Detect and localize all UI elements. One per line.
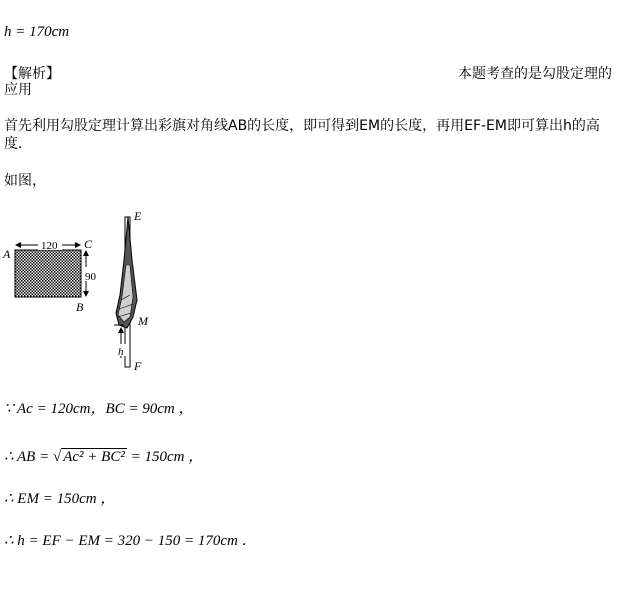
step-2-prefix: ∴ AB = (4, 449, 53, 465)
step-2: ∴ AB = √ Ac² + BC² = 150cm ， (4, 449, 204, 465)
analysis-intro-cont: 应用 (4, 82, 32, 98)
label-h: h (118, 346, 124, 358)
label-c: C (84, 237, 93, 251)
label-m: M (138, 314, 148, 328)
analysis-intro: 本题考查的是勾股定理的 (458, 66, 612, 82)
step-1: ∵ Ac = 120cm，BC = 90cm ， (4, 401, 194, 417)
flag-rectangle (15, 250, 81, 297)
method-line-2: 度． (4, 136, 32, 152)
result-line: h = 170cm (4, 24, 70, 40)
height-label: 90 (85, 271, 96, 283)
width-label: 120 (41, 240, 58, 252)
label-a: A (3, 247, 11, 261)
label-e: E (134, 209, 142, 223)
as-shown-text: 如图， (4, 173, 46, 189)
step-4: ∴ h = EF − EM = 320 − 150 = 170cm ． (4, 533, 257, 549)
label-b: B (76, 300, 84, 314)
flag-figure (0, 205, 180, 375)
method-line-1: 首先利用勾股定理计算出彩旗对角线AB的长度，即可得到EM的长度，再用EF-EM即可算出h的高 (4, 118, 600, 134)
step-2-radicand: Ac² + BC² (63, 449, 125, 465)
analysis-label: 【解析】 (4, 66, 60, 82)
label-f: F (134, 359, 142, 373)
step-3: ∴ EM = 150cm ， (4, 491, 116, 507)
step-2-suffix: = 150cm ， (126, 449, 204, 465)
